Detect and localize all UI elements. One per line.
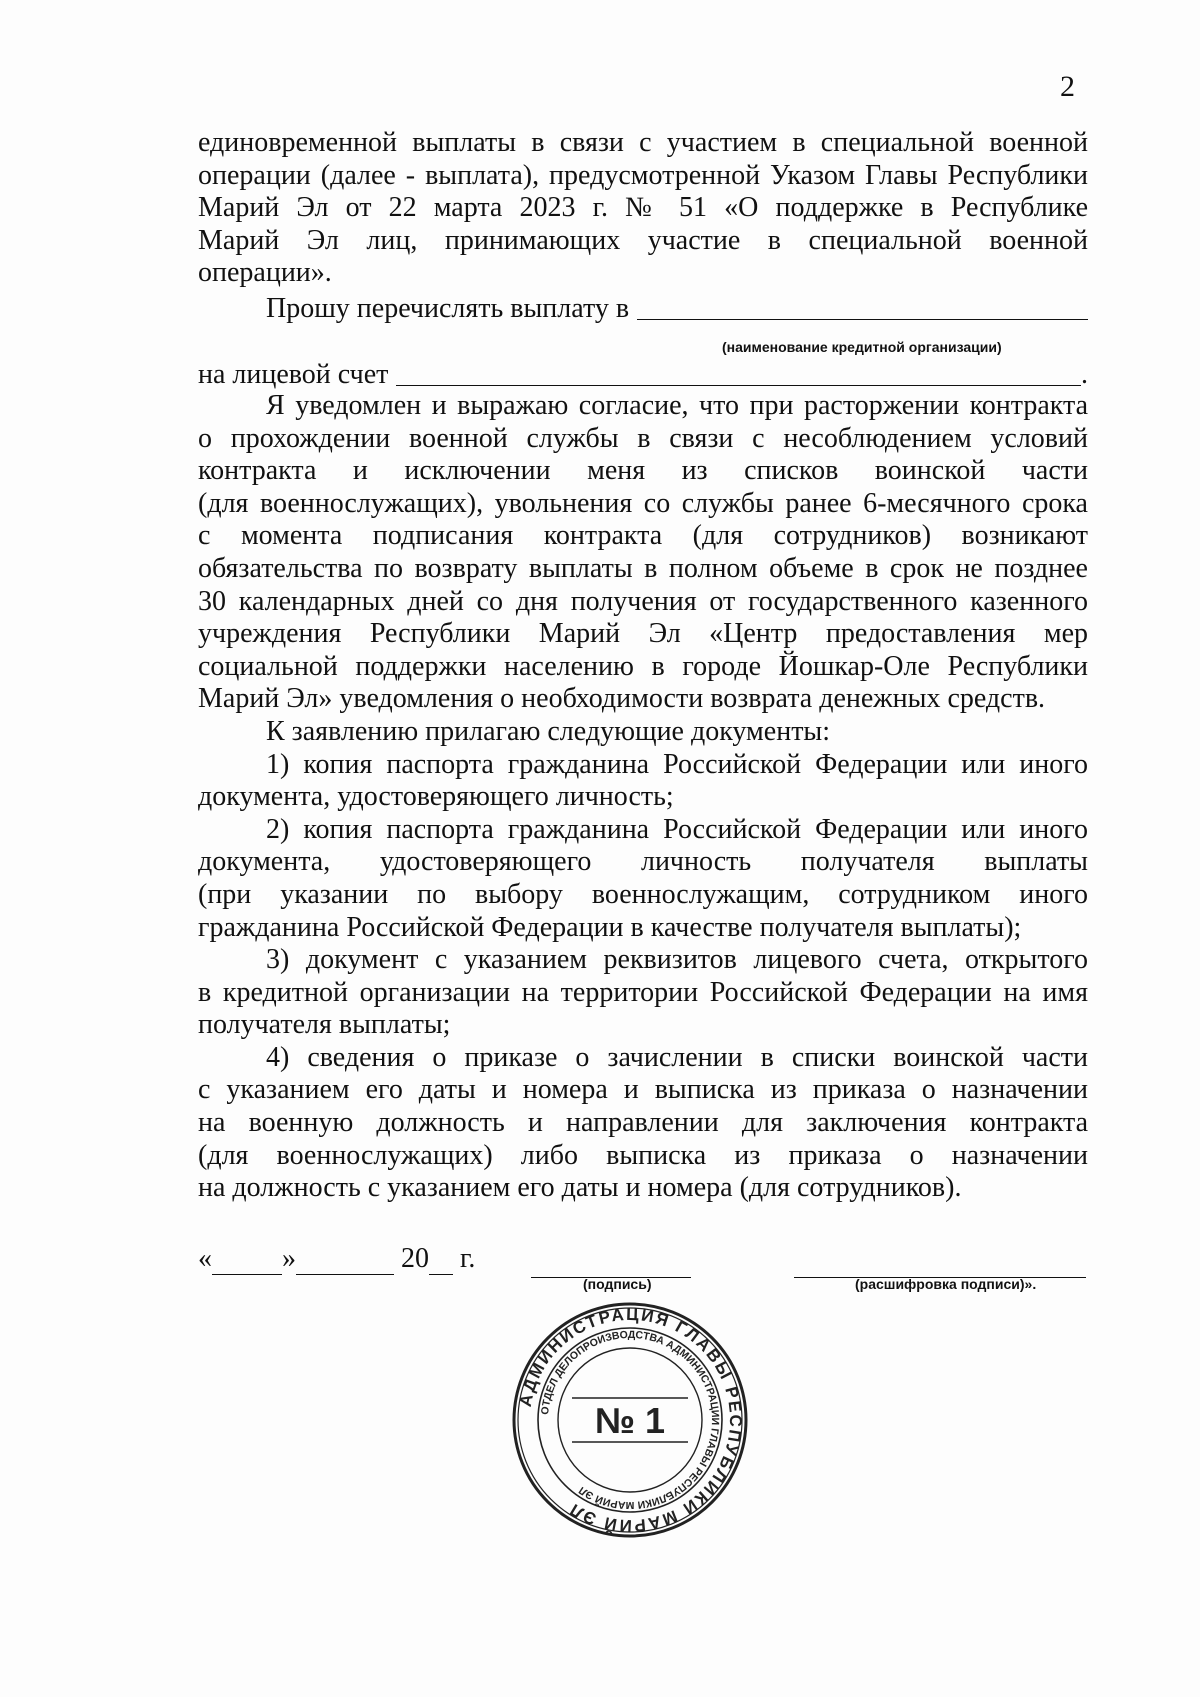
item-2-line: документа, удостоверяющего личность получателя выплаты xyxy=(198,846,1088,878)
date-year-suffix: г. xyxy=(460,1243,476,1274)
intro-line: единовременной выплаты в связи с участием в специальной военной xyxy=(198,127,1088,158)
date-day-field xyxy=(212,1248,282,1275)
signature-field xyxy=(531,1251,691,1278)
bank-caption: (наименование кредитной организации) xyxy=(722,339,1002,355)
item-2-line: 2) копия паспорта гражданина Российской Федерации или иного xyxy=(266,813,1088,845)
stamp-number: № 1 xyxy=(594,1400,666,1441)
intro-line: операции (далее - выплата), предусмотренной Указом Главы Республики xyxy=(198,159,1088,191)
date-open-quote: « xyxy=(198,1243,212,1274)
consent-line: с момента подписания контракта (для сотрудников) возникают xyxy=(198,520,1088,552)
consent-paragraph xyxy=(198,390,1088,1205)
consent-line: Я уведомлен и выражаю согласие, что при расторжении контракта xyxy=(266,390,1088,421)
intro-line: Марий Эл от 22 марта 2023 г. № 51 «О поддержке в Республике xyxy=(198,192,1088,224)
account-label: на лицевой счет xyxy=(198,359,389,391)
item-1-line: документа, удостоверяющего личность; xyxy=(198,781,674,813)
date-month-field xyxy=(296,1248,394,1275)
signature-decode-caption: (расшифровка подписи)». xyxy=(855,1276,1037,1292)
consent-line: социальной поддержки населению в городе Йошкар-Оле Республики xyxy=(198,650,1088,682)
intro-line: Марий Эл лиц, принимающих участие в специальной военной xyxy=(198,224,1088,256)
account-row xyxy=(198,357,1088,392)
consent-line: о прохождении военной службы в связи с несоблюдением условий xyxy=(198,422,1088,454)
intro-paragraph xyxy=(198,127,1088,290)
consent-line: учреждения Республики Марий Эл «Центр предоставления мер xyxy=(198,618,1088,650)
account-field xyxy=(396,357,1081,386)
bank-name-field xyxy=(637,291,1088,320)
date-year-prefix: 20 xyxy=(401,1243,429,1274)
consent-line: 30 календарных дней со дня получения от государственного казенного xyxy=(198,585,1088,617)
item-2-line: гражданина Российской Федерации в качестве получателя выплаты); xyxy=(198,911,1022,943)
consent-line: обязательства по возврату выплаты в полном объеме в срок не позднее xyxy=(198,552,1088,584)
item-4-line: на должность с указанием его даты и номера (для сотрудников). xyxy=(198,1172,962,1204)
consent-line: Марий Эл» уведомления о необходимости возврата денежных средств. xyxy=(198,683,1046,715)
stamp-inner-text: ОТДЕЛ ДЕЛОПРОИЗВОДСТВА АДМИНИСТРАЦИИ ГЛАВЫ РЕСПУБЛИКИ МАРИЙ ЭЛ xyxy=(539,1328,722,1512)
account-period: . xyxy=(1081,359,1088,391)
bank-label: Прошу перечислять выплату в xyxy=(266,293,630,325)
attachments-intro: К заявлению прилагаю следующие документы: xyxy=(266,715,831,747)
item-3-line: получателя выплаты; xyxy=(198,1009,451,1041)
page-number: 2 xyxy=(1060,70,1075,103)
date-close-quote: » xyxy=(282,1243,296,1274)
item-4-line: (для военнослужащих) либо выписка из приказа о назначении xyxy=(198,1139,1088,1171)
intro-line: операции». xyxy=(198,257,332,289)
item-4-line: 4) сведения о приказе о зачислении в списки воинской части xyxy=(266,1041,1088,1073)
consent-line: контракта и исключении меня из списков воинской части xyxy=(198,455,1088,487)
signature-decode-field xyxy=(794,1251,1086,1278)
official-stamp xyxy=(510,1300,750,1540)
item-4-line: с указанием его даты и номера и выписка из приказа о назначении xyxy=(198,1074,1088,1106)
date-year-field xyxy=(429,1248,453,1275)
item-2-line: (при указании по выбору военнослужащим, сотрудником иного xyxy=(198,878,1088,910)
item-4-line: на военную должность и направлении для заключения контракта xyxy=(198,1107,1088,1139)
item-1-line: 1) копия паспорта гражданина Российской Федерации или иного xyxy=(266,748,1088,780)
consent-line: (для военнослужащих), увольнения со службы ранее 6-месячного срока xyxy=(198,487,1088,519)
signature-caption: (подпись) xyxy=(583,1276,652,1292)
bank-row xyxy=(198,291,1088,326)
item-3-line: в кредитной организации на территории Российской Федерации на имя xyxy=(198,976,1088,1008)
item-3-line: 3) документ с указанием реквизитов лицевого счета, открытого xyxy=(266,944,1088,976)
stamp-outer-text: АДМИНИСТРАЦИЯ ГЛАВЫ РЕСПУБЛИКИ МАРИЙ ЭЛ xyxy=(515,1304,746,1536)
signature-row xyxy=(198,1243,1088,1303)
